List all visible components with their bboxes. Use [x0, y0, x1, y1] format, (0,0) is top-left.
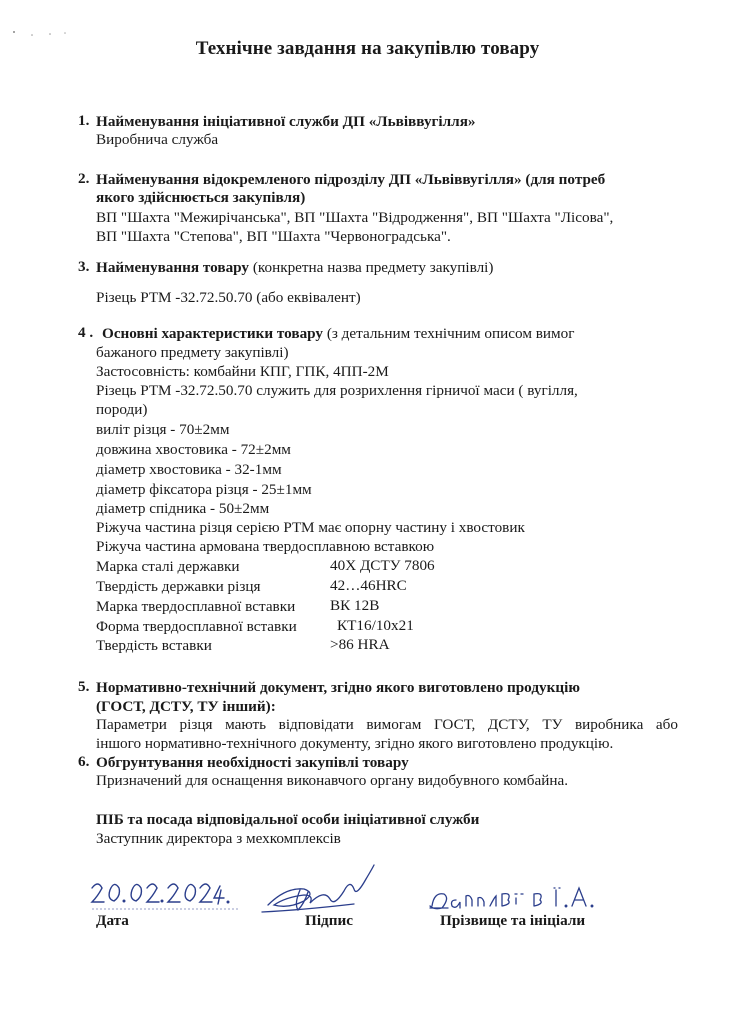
- param-value-insert-shape: КТ16/10х21: [337, 617, 414, 634]
- section-3-heading-bold: Найменування товару: [96, 259, 250, 276]
- param-value-insert-grade: ВК 12В: [330, 597, 380, 614]
- section-5-heading-line-1: Нормативно-технічний документ, згідно якого виготовлено продукцію: [96, 679, 580, 696]
- param-value-steel-grade: 40Х ДСТУ 7806: [330, 557, 435, 574]
- section-5-body-line-1: Параметри різця мають відповідати вимогам ГОСТ, ДСТУ, ТУ виробника або: [96, 716, 678, 733]
- section-4-number: 4 .: [78, 324, 94, 341]
- responsible-position: Заступник директора з мехкомплексів: [96, 830, 341, 847]
- param-value-insert-hardness: >86 HRA: [330, 636, 390, 653]
- section-6-body: Призначений для оснащення виконавчого органу видобувного комбайна.: [96, 772, 569, 789]
- section-4-body-line-4: виліт різця - 70±2мм: [96, 421, 230, 438]
- section-4-body-line-5: довжина хвостовика - 72±2мм: [96, 441, 291, 458]
- section-3-number: 3.: [78, 258, 90, 275]
- param-label-insert-hardness: Твердість вставки: [96, 637, 212, 654]
- signature-label: Підпис: [305, 912, 353, 929]
- handwritten-signature: [262, 865, 374, 912]
- section-1-number: 1.: [78, 112, 90, 129]
- section-2-body-line-2: ВП "Шахта "Степова", ВП "Шахта "Червоноградська".: [96, 228, 451, 245]
- param-label-insert-shape: Форма твердосплавної вставки: [96, 618, 297, 635]
- document-title: Технічне завдання на закупівлю товару: [195, 38, 540, 59]
- param-label-holder-hardness: Твердість державки різця: [96, 578, 261, 595]
- section-5-heading-line-2: (ГОСТ, ДСТУ, ТУ інший):: [96, 698, 276, 715]
- section-4-heading-note: (з детальним технічним описом вимог: [323, 325, 575, 342]
- name-label: Прізвище та ініціали: [440, 912, 586, 929]
- section-4-body-line-2: Різець РТМ -32.72.50.70 служить для розрихлення гірничої маси ( вугілля,: [96, 382, 578, 399]
- section-4-body-line-3: породи): [96, 401, 148, 418]
- section-6-number: 6.: [78, 753, 90, 770]
- section-2-heading-line-2: якого здійснюється закупівля): [96, 189, 306, 206]
- section-1-body: Виробнича служба: [96, 131, 219, 148]
- section-2-heading-line-1: Найменування відокремленого підрозділу ДП «Львіввугілля» (для потреб: [96, 171, 606, 188]
- responsible-heading: ПІБ та посада відповідальної особи ініціативної служби: [96, 811, 480, 828]
- section-4-body-line-9: Ріжуча частина різця серією РТМ має опорну частину і хвостовик: [96, 519, 525, 536]
- section-5-number: 5.: [78, 678, 90, 695]
- handwritten-name: [430, 888, 593, 909]
- section-3-heading: [96, 258, 493, 277]
- section-4-heading: [102, 324, 574, 343]
- section-1-heading: Найменування ініціативної служби ДП «Львіввугілля»: [96, 113, 476, 130]
- date-label: Дата: [96, 912, 129, 929]
- section-5-body-line-2: іншого нормативно-технічного документу, згідно якого виготовлено продукцію.: [96, 735, 614, 752]
- section-4-body-line-1: Застосовність: комбайни КПГ, ГПК, 4ПП-2М: [96, 363, 389, 380]
- section-4-body-line-8: діаметр спідника - 50±2мм: [96, 500, 270, 517]
- param-label-steel-grade: Марка сталі державки: [96, 558, 240, 575]
- section-4-body-line-10: Ріжуча частина армована твердосплавною вставкою: [96, 538, 435, 555]
- section-2-number: 2.: [78, 170, 90, 187]
- section-3-heading-note: (конкретна назва предмету закупівлі): [249, 259, 494, 276]
- section-6-heading: Обгрунтування необхідності закупівлі товару: [96, 754, 409, 771]
- param-value-holder-hardness: 42…46HRC: [330, 577, 407, 594]
- param-label-insert-grade: Марка твердосплавної вставки: [96, 598, 296, 615]
- scan-artifact: [10, 28, 70, 38]
- section-4-heading-bold: Основні характеристики товару: [102, 325, 324, 342]
- section-4-body-line-7: діаметр фіксатора різця - 25±1мм: [96, 481, 312, 498]
- handwritten-date: [92, 884, 229, 904]
- section-4-body-line-6: діаметр хвостовика - 32-1мм: [96, 461, 282, 478]
- section-2-body-line-1: ВП "Шахта "Межирічанська", ВП "Шахта "Відродження", ВП "Шахта "Лісова",: [96, 209, 614, 226]
- section-4-heading-note-2: бажаного предмету закупівлі): [96, 344, 289, 361]
- section-3-body: Різець РТМ -32.72.50.70 (або еквівалент): [96, 289, 361, 306]
